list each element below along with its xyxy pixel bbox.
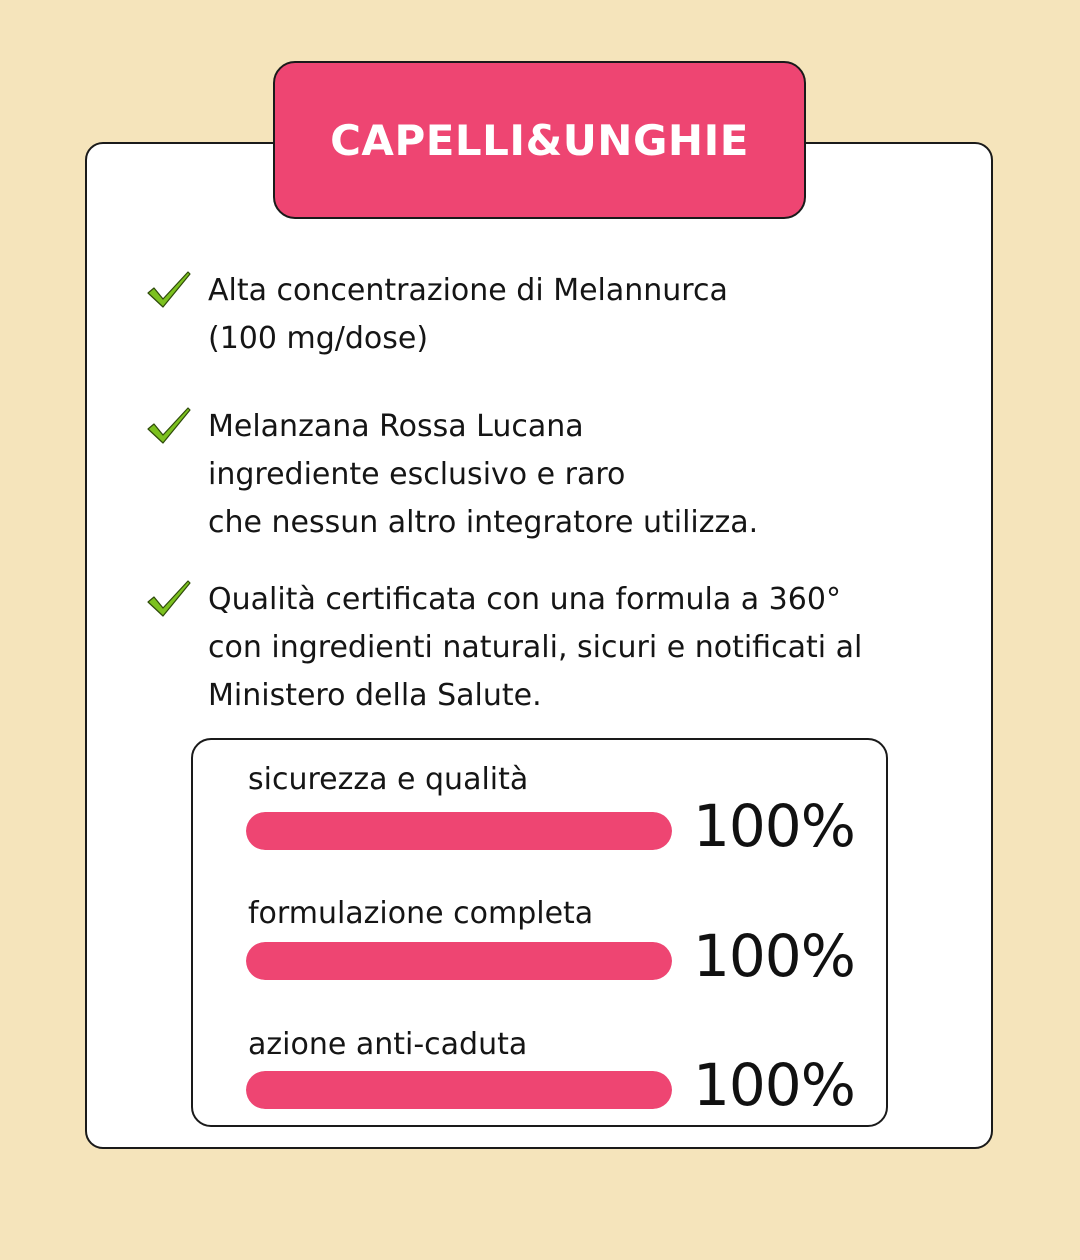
stat-progress-fill: [246, 942, 672, 980]
feature-line: Ministero della Salute.: [208, 678, 542, 713]
stat-value: 100%: [693, 792, 855, 860]
stat-label: sicurezza e qualità: [248, 762, 529, 797]
stats-panel: [191, 738, 888, 1127]
feature-line: che nessun altro integratore utilizza.: [208, 505, 759, 540]
feature-line: Alta concentrazione di Melannurca: [208, 273, 728, 308]
stat-progress-bar: [246, 812, 672, 850]
feature-line: con ingredienti naturali, sicuri e notificati al: [208, 630, 863, 665]
stat-progress-fill: [246, 812, 672, 850]
feature-line: ingrediente esclusivo e raro: [208, 457, 626, 492]
check-icon: [146, 578, 192, 620]
check-icon: [146, 405, 192, 447]
stat-value: 100%: [693, 1051, 855, 1119]
check-icon: [146, 269, 192, 311]
stat-label: formulazione completa: [248, 896, 594, 931]
stat-progress-bar: [246, 1071, 672, 1109]
feature-text: [208, 403, 988, 547]
page-title: CAPELLI&UNGHIE: [330, 115, 749, 165]
title-badge: [273, 61, 806, 219]
feature-line: Melanzana Rossa Lucana: [208, 409, 584, 444]
stat-value: 100%: [693, 922, 855, 990]
feature-line: (100 mg/dose): [208, 321, 429, 356]
feature-text: [208, 267, 988, 363]
stat-label: azione anti-caduta: [248, 1027, 528, 1062]
feature-text: [208, 576, 988, 720]
feature-line: Qualità certificata con una formula a 360°: [208, 582, 841, 617]
stat-progress-fill: [246, 1071, 672, 1109]
stat-progress-bar: [246, 942, 672, 980]
